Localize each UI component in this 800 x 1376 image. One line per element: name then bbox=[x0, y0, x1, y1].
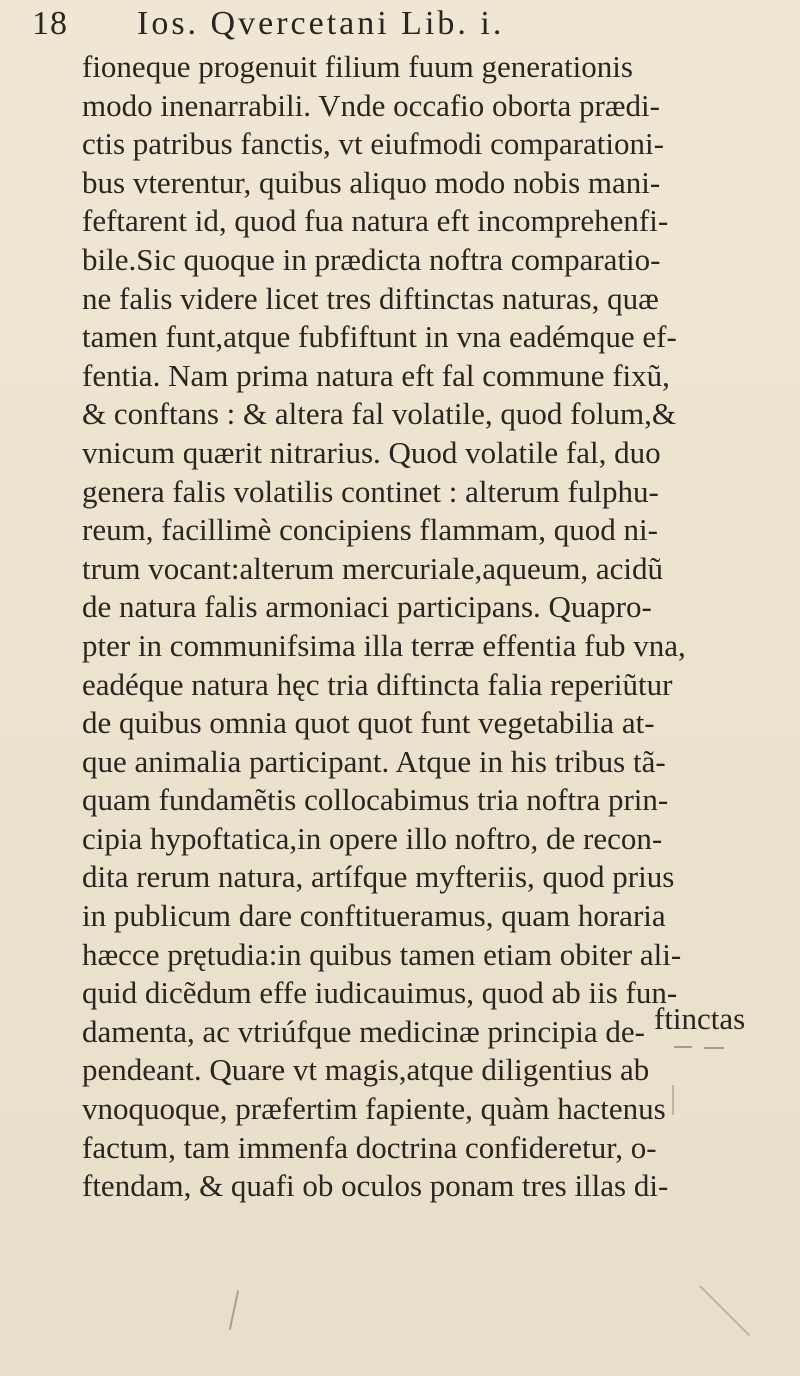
text-line: reum, facillimè concipiens flammam, quod ni- bbox=[82, 512, 658, 548]
running-head: Ios. Qvercetani Lib. i. bbox=[137, 5, 505, 42]
text-line: bile.Sic quoque in prædicta noftra comparatio- bbox=[82, 241, 661, 277]
text-line: genera falis volatilis continet : alterum fulphu- bbox=[82, 473, 659, 509]
text-line: factum, tam immenfa doctrina confideretur, o- bbox=[82, 1129, 657, 1165]
text-line: vnicum quærit nitrarius. Quod volatile fal, duo bbox=[82, 434, 661, 470]
text-line: cipia hypoftatica,in opere illo noftro, de recon- bbox=[82, 820, 663, 856]
ink-mark bbox=[672, 1085, 674, 1115]
text-line: eadéque natura hęc tria diftincta falia reperiũtur bbox=[82, 666, 673, 702]
text-line: de natura falis armoniaci participans. Quapro- bbox=[82, 589, 652, 625]
text-line: quid dicẽdum effe iudicauimus, quod ab iis fun- bbox=[82, 975, 678, 1011]
text-line: in publicum dare conftitueramus, quam horaria bbox=[82, 898, 666, 934]
text-line: damenta, ac vtriúfque medicinæ principia de- bbox=[82, 1013, 645, 1049]
text-line: & conftans : & altera fal volatile, quod folum,& bbox=[82, 396, 677, 432]
ink-mark bbox=[699, 1285, 750, 1336]
text-line: de quibus omnia quot quot funt vegetabilia at- bbox=[82, 705, 655, 741]
text-line: quam fundamẽtis collocabimus tria noftra prin- bbox=[82, 782, 669, 818]
ink-mark bbox=[674, 1046, 692, 1048]
text-line: hæcce prętudia:in quibus tamen etiam obiter ali- bbox=[82, 936, 682, 972]
text-line: vnoquoque, præfertim fapiente, quàm hactenus bbox=[82, 1091, 666, 1127]
text-line: pendeant. Quare vt magis,atque diligentius ab bbox=[82, 1052, 650, 1088]
ink-mark bbox=[229, 1290, 239, 1329]
text-line: fentia. Nam prima natura eft fal commune fixũ, bbox=[82, 357, 670, 393]
text-line: ftendam, & quafi ob oculos ponam tres illas di- bbox=[82, 1168, 669, 1204]
text-line: dita rerum natura, artífque myfteriis, quod prius bbox=[82, 859, 675, 895]
page-number: 18 bbox=[32, 5, 68, 42]
text-line: trum vocant:alterum mercuriale,aqueum, acidũ bbox=[82, 550, 664, 586]
text-line: pter in communifsima illa terræ effentia fub vna, bbox=[82, 627, 686, 663]
ink-mark bbox=[704, 1047, 724, 1049]
text-line: ctis patribus fanctis, vt eiufmodi comparationi- bbox=[82, 126, 664, 162]
text-line: bus vterentur, quibus aliquo modo nobis mani- bbox=[82, 164, 661, 200]
text-line: fioneque progenuit filium fuum generationis bbox=[82, 49, 633, 84]
text-line: feftarent id, quod fua natura eft incomprehenfi- bbox=[82, 203, 669, 239]
catchword: ftinctas bbox=[654, 1001, 746, 1036]
text-line: ne falis videre licet tres diftinctas naturas, quæ bbox=[82, 280, 659, 316]
text-line: modo inenarrabili. Vnde occafio oborta prædi- bbox=[82, 87, 660, 123]
text-line: tamen funt,atque fubfiftunt in vna eadémque ef- bbox=[82, 319, 677, 355]
text-line: que animalia participant. Atque in his tribus tã- bbox=[82, 743, 666, 779]
